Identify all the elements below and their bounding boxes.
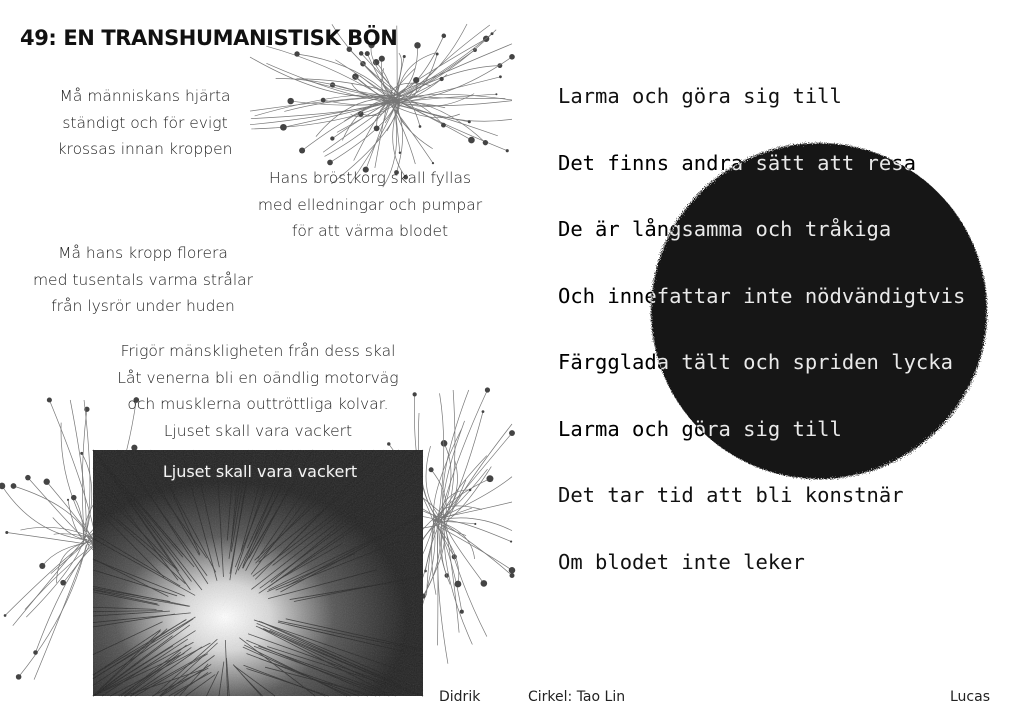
neuron-node	[44, 479, 50, 485]
stanza-line: Låt venerna bli en oändlig motorväg	[117, 368, 399, 387]
neuron-node	[39, 563, 45, 569]
neuron-node	[439, 77, 443, 81]
neuron-node	[294, 51, 299, 56]
neuron-node	[4, 614, 7, 617]
neuron-node	[321, 98, 326, 103]
neuron-node	[373, 59, 379, 65]
neuron-node	[131, 445, 137, 451]
stanza-line: krossas innan kroppen	[57, 140, 233, 158]
stanza-3	[18, 240, 268, 320]
neuron-node	[379, 56, 385, 62]
neuron-node	[403, 55, 406, 58]
neuron-node	[0, 483, 5, 490]
neuron-strand	[74, 498, 84, 537]
neuron-node	[432, 162, 434, 164]
neuron-node	[287, 98, 293, 104]
neuron-strand	[388, 57, 512, 103]
stanza-line: Ljuset skall vara vackert	[163, 421, 353, 440]
neuron-strand	[392, 39, 486, 98]
stanza-4	[88, 338, 428, 444]
neuron-node	[499, 75, 502, 78]
neuron-strand	[435, 477, 512, 520]
neuron-node	[11, 483, 17, 489]
etching-caption: Ljuset skall vara vackert	[162, 462, 358, 481]
neuron-node	[399, 152, 401, 154]
stanza-1	[30, 83, 260, 163]
right-poem-line: De är långsamma och tråkiga	[558, 217, 892, 241]
neuron-strand	[250, 57, 389, 97]
neuron-strand	[443, 522, 486, 636]
stanza-line: för att värma blodet	[291, 222, 449, 240]
stanza-2	[240, 165, 500, 245]
stanza-line: med tusentals varma strålar	[32, 270, 254, 289]
etching-image	[93, 450, 423, 696]
neuron-strand	[390, 45, 418, 101]
stanza-line: ständigt och för evigt	[62, 113, 228, 132]
neuron-node	[330, 136, 334, 140]
neuron-node	[414, 42, 420, 48]
neuron-strand	[389, 103, 497, 135]
neuron-strand	[426, 446, 440, 518]
neuron-node	[413, 77, 419, 83]
neuron-node	[510, 540, 512, 542]
stanza-line: med elledningar och pumpar	[257, 195, 483, 214]
credit-left: Didrik	[439, 689, 481, 705]
neuron-node	[358, 111, 363, 116]
neuron-strand	[389, 24, 467, 97]
neuron-node	[429, 467, 434, 472]
right-poem-line: Det tar tid att bli konstnär	[558, 483, 904, 507]
neuron-node	[483, 140, 488, 145]
stanza-line: Frigör mänskligheten från dess skal	[120, 342, 396, 360]
neuron-node	[374, 125, 380, 131]
neuron-node	[460, 610, 464, 614]
right-poem	[558, 84, 965, 616]
neuron-node	[436, 53, 439, 56]
neuron-node	[485, 387, 490, 392]
circle-credit: Cirkel: Tao Lin	[528, 689, 626, 705]
stanza-line: Må människans hjärta	[59, 87, 231, 105]
neuron-node	[419, 125, 422, 128]
neuron-strand	[446, 521, 511, 542]
neuron-node	[510, 573, 515, 578]
neuron-strand	[396, 30, 496, 99]
neuron-node	[509, 54, 515, 60]
neuron-node	[280, 124, 287, 131]
neuron-node	[441, 123, 446, 128]
right-poem-line: Om blodet inte leker	[558, 549, 805, 574]
right-poem-line: Färgglada tält och spriden lycka	[558, 350, 953, 374]
neuron-node	[47, 397, 52, 402]
neuron-strand	[70, 400, 86, 538]
right-poem-line: Och innefattar inte nödvändigtvis	[558, 283, 966, 308]
stanza-line: Hans bröstkorg skall fyllas	[268, 169, 472, 187]
neuron-node	[486, 475, 493, 482]
neuron-node	[16, 674, 22, 680]
neuron-strand	[442, 467, 491, 524]
neuron-node	[67, 499, 69, 501]
stanza-line: från lysrör under huden	[51, 297, 235, 315]
poem-title: 49: EN TRANSHUMANISTISK BÖN	[20, 26, 398, 50]
neuron-node	[299, 147, 305, 153]
credit-right: Lucas	[950, 689, 990, 705]
neuron-strand	[443, 518, 512, 531]
neuron-node	[481, 580, 488, 587]
neuron-node	[71, 495, 76, 500]
neuron-node	[495, 93, 497, 95]
right-poem-line: Det finns andra sätt att resa	[558, 150, 916, 175]
neuron-node	[468, 120, 471, 123]
neuron-strand	[34, 535, 90, 679]
neuron-node	[491, 32, 494, 35]
stanza-line: Må hans kropp florera	[58, 244, 228, 262]
neuron-node	[5, 531, 8, 534]
neuron-node	[469, 489, 471, 491]
neuron-node	[33, 650, 38, 655]
neuron-node	[509, 567, 516, 574]
stanza-line: och musklerna outtröttliga kolvar.	[127, 395, 389, 413]
neuron-strand	[446, 523, 484, 583]
right-poem-line: Larma och göra sig till	[558, 84, 842, 108]
neuron-node	[509, 430, 515, 436]
right-poem-line: Larma och göra sig till	[558, 416, 842, 441]
neuron-node	[506, 149, 509, 152]
neuron-node	[482, 410, 485, 413]
neuron-node	[359, 51, 364, 56]
neuron-node	[25, 475, 31, 481]
neuron-node	[455, 581, 462, 588]
neuron-node	[474, 523, 476, 525]
neuron-node	[365, 51, 370, 56]
neuron-strand	[7, 532, 86, 543]
neuron-strand	[435, 525, 512, 571]
neuron-node	[442, 34, 447, 39]
neuron-node	[468, 137, 475, 144]
